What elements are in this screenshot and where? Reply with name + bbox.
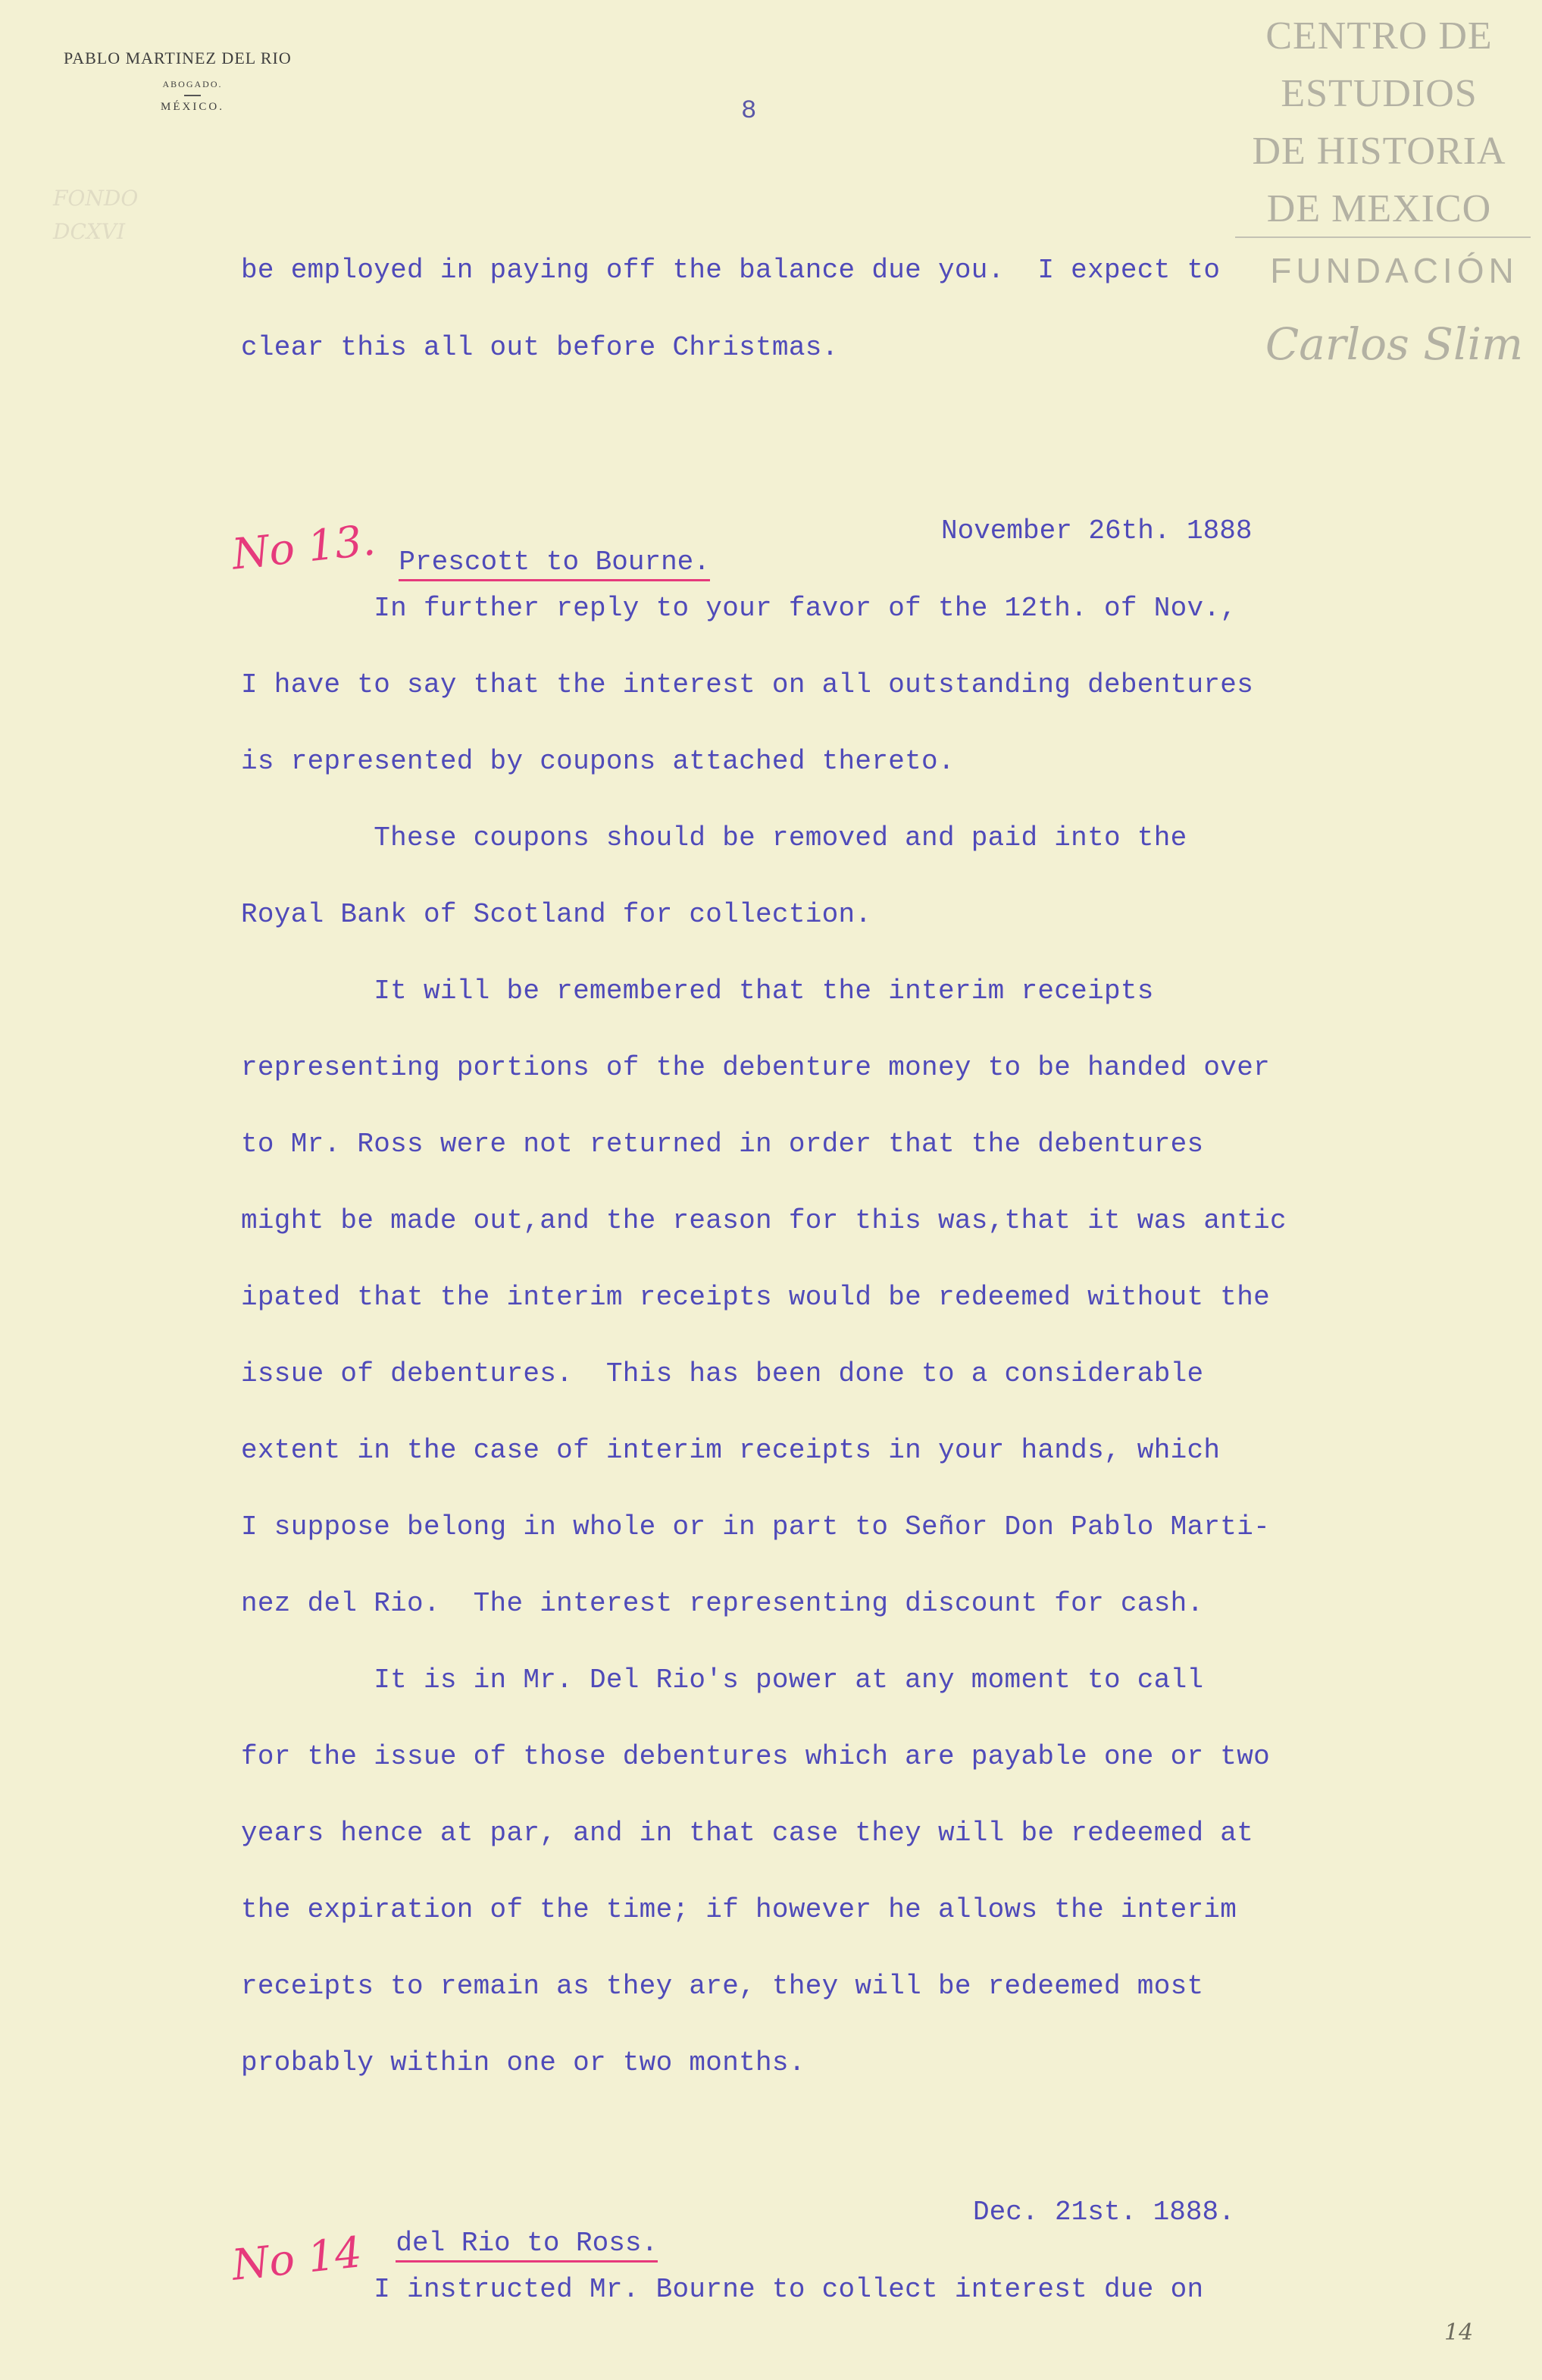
- pencil-mark: [53, 182, 138, 249]
- text-line: be employed in paying off the balance due you. I expect to: [241, 255, 1221, 286]
- stamp-line: CENTRO DE: [1265, 14, 1493, 58]
- text-line: ipated that the interim receipts would be redeemed without the: [241, 1282, 1271, 1313]
- text-line: In further reply to your favor of the 12th. of Nov.,: [241, 593, 1237, 624]
- letter-number-annotation: No 14: [230, 2228, 364, 2291]
- letter-heading-parties: Prescott to Bourne.: [399, 546, 709, 581]
- text-line: probably within one or two months.: [241, 2047, 805, 2078]
- letterhead-city: MÉXICO.: [161, 101, 224, 113]
- letterhead-title: ABOGADO.: [162, 79, 223, 89]
- folio-number: 14: [1444, 2319, 1474, 2346]
- text-line: It is in Mr. Del Rio's power at any moment to call: [241, 1664, 1204, 1696]
- text-line: receipts to remain as they are, they will be redeemed most: [241, 1971, 1204, 2002]
- stamp-foundation: FUNDACIÓN: [1270, 251, 1519, 290]
- letter-number-annotation: No 13.: [230, 515, 378, 580]
- text-line: years hence at par, and in that case they will be redeemed at: [241, 1818, 1254, 1849]
- stamp-line: DE MEXICO: [1266, 187, 1492, 230]
- stamp-signature: Carlos Slim: [1265, 318, 1524, 370]
- letterhead: [64, 49, 321, 114]
- letterhead-rule: [184, 95, 201, 96]
- letter-date: Dec. 21st. 1888.: [973, 2197, 1235, 2228]
- text-line: extent in the case of interim receipts in your hands, which: [241, 1435, 1221, 1466]
- pencil-mark-line: DCXVI: [53, 219, 126, 244]
- letterhead-name: PABLO MARTINEZ DEL RIO: [64, 49, 292, 67]
- text-line: It will be remembered that the interim receipts: [241, 975, 1154, 1007]
- stamp-divider: [1235, 236, 1531, 238]
- pencil-mark-line: FONDO: [53, 186, 139, 211]
- text-line: for the issue of those debentures which are payable one or two: [241, 1741, 1271, 1772]
- text-line: to Mr. Ross were not returned in order that the debentures: [241, 1129, 1204, 1160]
- text-line: nez del Rio. The interest representing discount for cash.: [241, 1588, 1204, 1619]
- letter-date: November 26th. 1888: [941, 515, 1253, 546]
- text-line: is represented by coupons attached thereto.: [241, 746, 955, 777]
- page-number: 8: [741, 97, 757, 126]
- text-line: These coupons should be removed and paid into the: [241, 822, 1187, 853]
- text-line: the expiration of the time; if however he allows the interim: [241, 1894, 1237, 1925]
- text-line: clear this all out before Christmas.: [241, 332, 839, 363]
- letter-heading-parties: del Rio to Ross.: [396, 2228, 658, 2263]
- stamp-line: DE HISTORIA: [1252, 130, 1506, 173]
- text-line: might be made out,and the reason for this was,that it was antic: [241, 1205, 1287, 1236]
- text-line: Royal Bank of Scotland for collection.: [241, 899, 872, 930]
- text-line: I suppose belong in whole or in part to Señor Don Pablo Marti-: [241, 1511, 1271, 1542]
- text-line: I instructed Mr. Bourne to collect interest due on: [241, 2274, 1204, 2305]
- text-line: representing portions of the debenture money to be handed over: [241, 1052, 1271, 1083]
- archive-stamp: [1228, 8, 1531, 238]
- stamp-line: ESTUDIOS: [1281, 72, 1478, 115]
- text-line: issue of debentures. This has been done to a considerable: [241, 1358, 1204, 1389]
- text-line: I have to say that the interest on all outstanding debentures: [241, 669, 1254, 700]
